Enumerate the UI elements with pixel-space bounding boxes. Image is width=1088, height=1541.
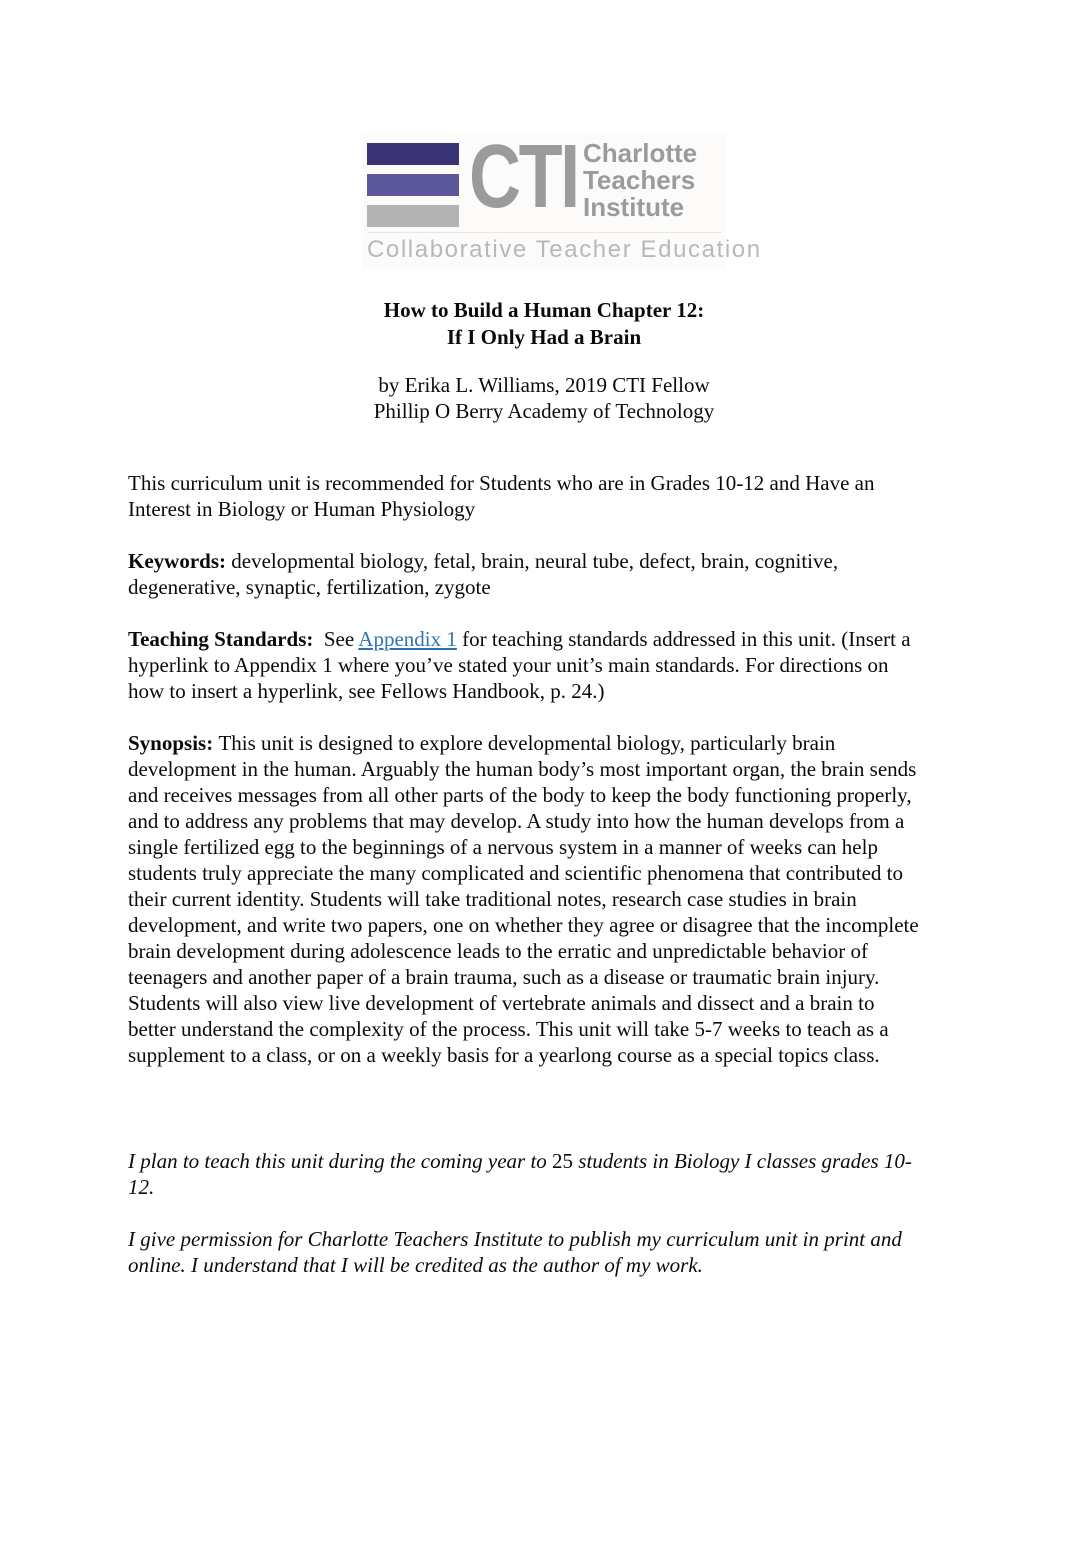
logo-org-name bbox=[583, 138, 697, 221]
teaching-standards-paragraph bbox=[128, 626, 923, 704]
keywords-text: developmental biology, fetal, brain, neural tube, defect, brain, cognitive, degenerative, synaptic, fertilization, zygote bbox=[128, 549, 839, 599]
cti-logo-top bbox=[367, 127, 721, 227]
plan-note-student-count: 25 bbox=[552, 1149, 574, 1173]
cti-logo bbox=[362, 127, 762, 269]
logo-bar-top bbox=[367, 143, 459, 165]
plan-note-post: students in Biology I classes grades 10-12. bbox=[128, 1149, 912, 1199]
synopsis-label: Synopsis: bbox=[128, 731, 219, 755]
affiliation: Phillip O Berry Academy of Technology bbox=[373, 399, 715, 423]
byline: by Erika L. Williams, 2019 CTI Fellow bbox=[378, 373, 710, 397]
logo-bar-middle bbox=[367, 174, 459, 196]
keywords-paragraph bbox=[128, 548, 923, 600]
keywords-label: Keywords: bbox=[128, 549, 232, 573]
logo-acronym: CTI bbox=[469, 127, 578, 227]
logo-bars-icon bbox=[367, 143, 459, 227]
logo-org-name-line: Institute bbox=[582, 192, 685, 222]
author-notes bbox=[128, 1148, 923, 1278]
recommendation-paragraph: This curriculum unit is recommended for Students who are in Grades 10-12 and Have an Interest in Biology or Human Physiology bbox=[128, 471, 875, 521]
unit-title-line-1: How to Build a Human Chapter 12: bbox=[383, 298, 705, 322]
plan-note-pre: I plan to teach this unit during the coming year to bbox=[128, 1149, 553, 1173]
teaching-standards-label: Teaching Standards: bbox=[128, 627, 319, 651]
teaching-standards-post: for teaching standards addressed in this unit. (Insert a hyperlink to Appendix 1 where you’ve stated your unit’s main standards. For directions on how to insert a hyperlink, see Fellows Handbook, p. 24.) bbox=[128, 627, 911, 703]
appendix-1-link[interactable]: Appendix 1 bbox=[358, 627, 457, 651]
synopsis-paragraph bbox=[128, 730, 923, 1068]
logo-org-name-line: Teachers bbox=[582, 165, 696, 195]
permission-note: I give permission for Charlotte Teachers Institute to publish my curriculum unit in print and online. I understand that I will be credited as the author of my work. bbox=[128, 1227, 902, 1277]
document-body bbox=[128, 470, 923, 1278]
synopsis-text: This unit is designed to explore developmental biology, particularly brain development in the human. Arguably the human body’s most important organ, the brain sends and receives messages from all other parts of the body to keep the body functioning properly, and to address any problems that may develop. A study into how the human develops from a single fertilized egg to the beginnings of a nervous system in a manner of weeks can help students truly appreciate the many complicated and scientific phenomena that contributed to their current identity. Students will take traditional notes, research case studies in brain development, and write two papers, one on whether they agree or disagree that the incomplete brain development during adolescence leads to the erratic and unpredictable behavior of teenagers and another paper of a brain trauma, such as a disease or traumatic brain injury. Students will also view live development of vertebrate animals and dissect and a brain to better understand the complexity of the process. This unit will take 5-7 weeks to teach as a supplement to a class, or on a weekly basis for a yearlong course as a special topics class. bbox=[128, 731, 919, 1067]
logo-bar-bottom bbox=[367, 205, 459, 227]
unit-title-line-2: If I Only Had a Brain bbox=[446, 325, 642, 349]
logo-tagline: Collaborative Teacher Education bbox=[367, 232, 721, 263]
title-block bbox=[0, 297, 1088, 424]
logo-org-name-line: Charlotte bbox=[582, 138, 698, 168]
document-page bbox=[0, 127, 1088, 1541]
plan-note bbox=[128, 1148, 923, 1200]
teaching-standards-pre: See bbox=[318, 627, 359, 651]
